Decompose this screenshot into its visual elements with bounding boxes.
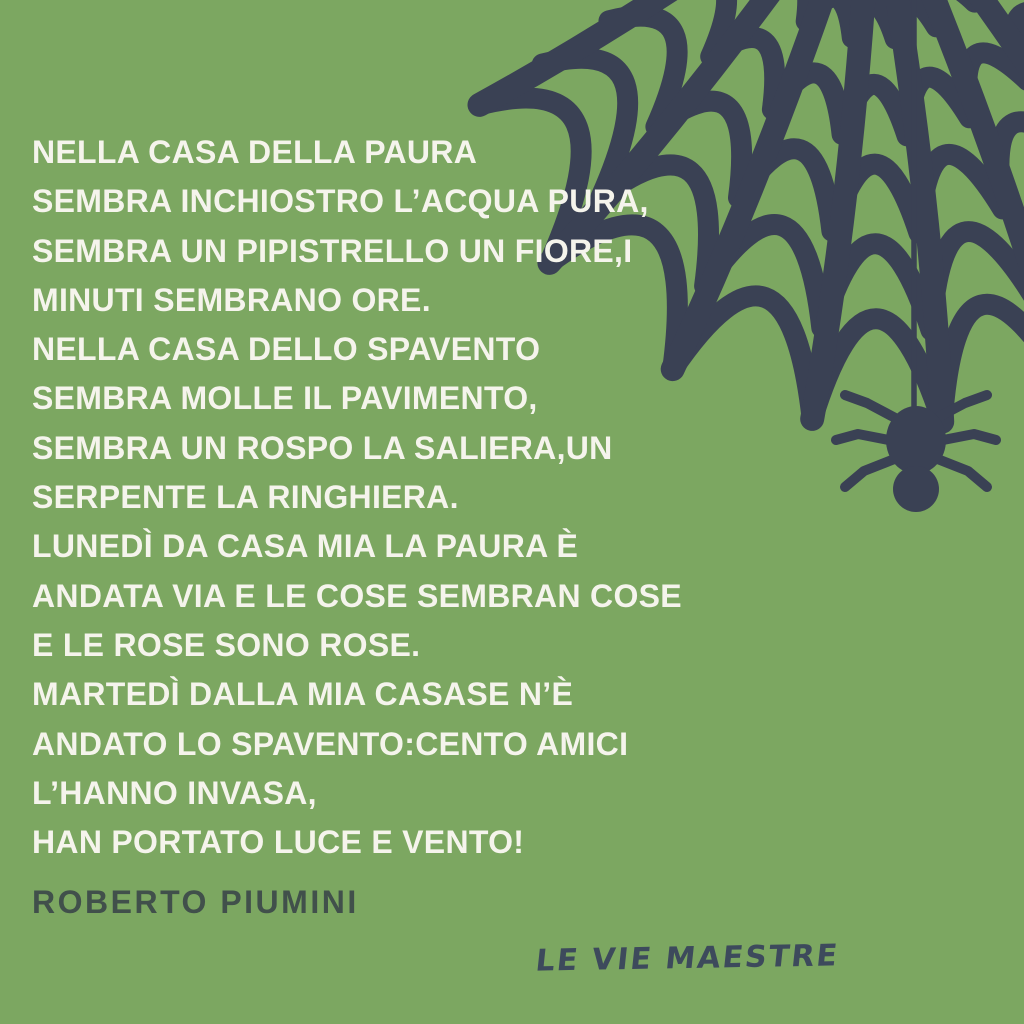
poem-line: HAN PORTATO LUCE E VENTO! <box>32 824 525 861</box>
author-name: ROBERTO PIUMINI <box>32 884 359 920</box>
poem-line: NELLA CASA DELLO SPAVENTO <box>32 331 541 368</box>
poem-line: ANDATA VIA E LE COSE SEMBRAN COSE <box>32 577 682 614</box>
poem-text <box>32 128 682 867</box>
poem-line: E LE ROSE SONO ROSE. <box>32 626 421 663</box>
poem-line: MARTEDÌ DALLA MIA CASASE N’È <box>32 676 574 713</box>
poem-line: NELLA CASA DELLA PAURA <box>32 134 478 170</box>
poem-line: MINUTI SEMBRANO ORE. <box>32 281 431 318</box>
poem-line: ANDATO LO SPAVENTO:CENTO AMICI <box>32 725 629 762</box>
poem-line: SEMBRA UN PIPISTRELLO UN FIORE,I <box>32 232 633 269</box>
poem-line: L’HANNO INVASA, <box>32 774 317 811</box>
poem-line: SEMBRA UN ROSPO LA SALIERA,UN <box>32 429 613 466</box>
spider-icon <box>836 395 996 512</box>
poem-line: SEMBRA MOLLE IL PAVIMENTO, <box>32 380 538 417</box>
brand-logo: LE VIE MAESTRE <box>533 938 841 979</box>
poem-line: LUNEDÌ DA CASA MIA LA PAURA È <box>32 528 579 565</box>
poem-line: SEMBRA INCHIOSTRO L’ACQUA PURA, <box>32 183 649 220</box>
poem-line: SERPENTE LA RINGHIERA. <box>32 479 459 516</box>
